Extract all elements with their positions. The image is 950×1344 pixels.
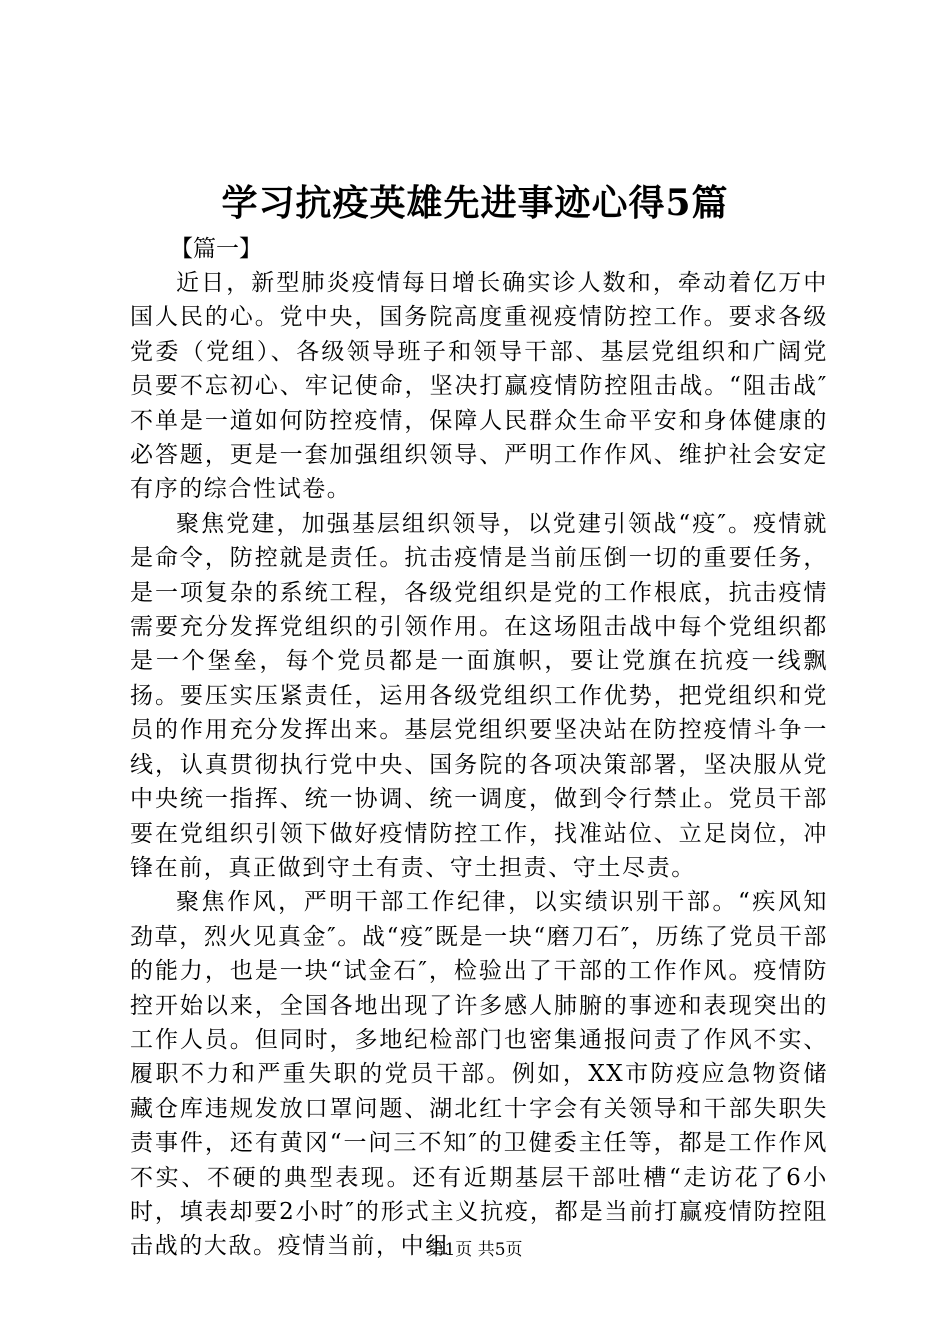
page-footer: 第1页 共5页 bbox=[427, 1240, 523, 1260]
paragraph-2: 聚焦党建，加强基层组织领导，以党建引领战“疫″。疫情就是命令，防控就是责任。抗击疫情是当前压倒一切的重要任务，是一项复杂的系统工程，各级党组织是党的工作根底，抗击疫情需要充分发挥党组织的引领作用。在这场阻击战中每个党组织都是一个堡垒，每个党员都是一面旗帜，要让党旗在抗疫一线飘扬。要压实压紧责任，运用各级党组织工作优势，把党组织和党员的作用充分发挥出来。基层党组织要坚决站在防控疫情斗争一线，认真贯彻执行党中央、国务院的各项决策部署，坚决服从党中央统一指挥、统一协调、统一调度，做到令行禁止。党员干部要在党组织引领下做好疫情防控工作，找准站位、立足岗位，冲锋在前，真正做到守土有责、守土担责、守土尽责。 bbox=[130, 510, 828, 881]
section-heading: 【篇一】 bbox=[170, 236, 262, 262]
document-title: 学习抗疫英雄先进事迹心得5篇 bbox=[221, 182, 729, 224]
paragraph-1: 近日，新型肺炎疫情每日增长确实诊人数和，牵动着亿万中国人民的心。党中央，国务院高度重视疫情防控工作。要求各级党委（党组）、各级领导班子和领导干部、基层党组织和广阔党员要不忘初心、牢记使命，坚决打赢疫情防控阻击战。“阻击战″不单是一道如何防控疫情，保障人民群众生命平安和身体健康的必答题，更是一套加强组织领导、严明工作作风、维护社会安定有序的综合性试卷。 bbox=[130, 270, 828, 503]
document-body bbox=[130, 266, 828, 1264]
paragraph-3: 聚焦作风，严明干部工作纪律，以实绩识别干部。“疾风知劲草，烈火见真金″。战“疫″既是一块“磨刀石″，历练了党员干部的能力，也是一块“试金石″，检验出了干部的工作作风。疫情防控开始以来，全国各地出现了许多感人肺腑的事迹和表现突出的工作人员。但同时，多地纪检部门也密集通报问责了作风不实、履职不力和严重失职的党员干部。例如，XX市防疫应急物资储藏仓库违规发放口罩问题、湖北红十字会有关领导和干部失职失责事件，还有黄冈“一问三不知″的卫健委主任等，都是工作作风不实、不硬的典型表现。还有近期基层干部吐槽“走访花了6小时，填表却要2小时″的形式主义抗疫，都是当前打赢疫情防控阻击战的大敌。疫情当前，中组 bbox=[130, 889, 828, 1260]
